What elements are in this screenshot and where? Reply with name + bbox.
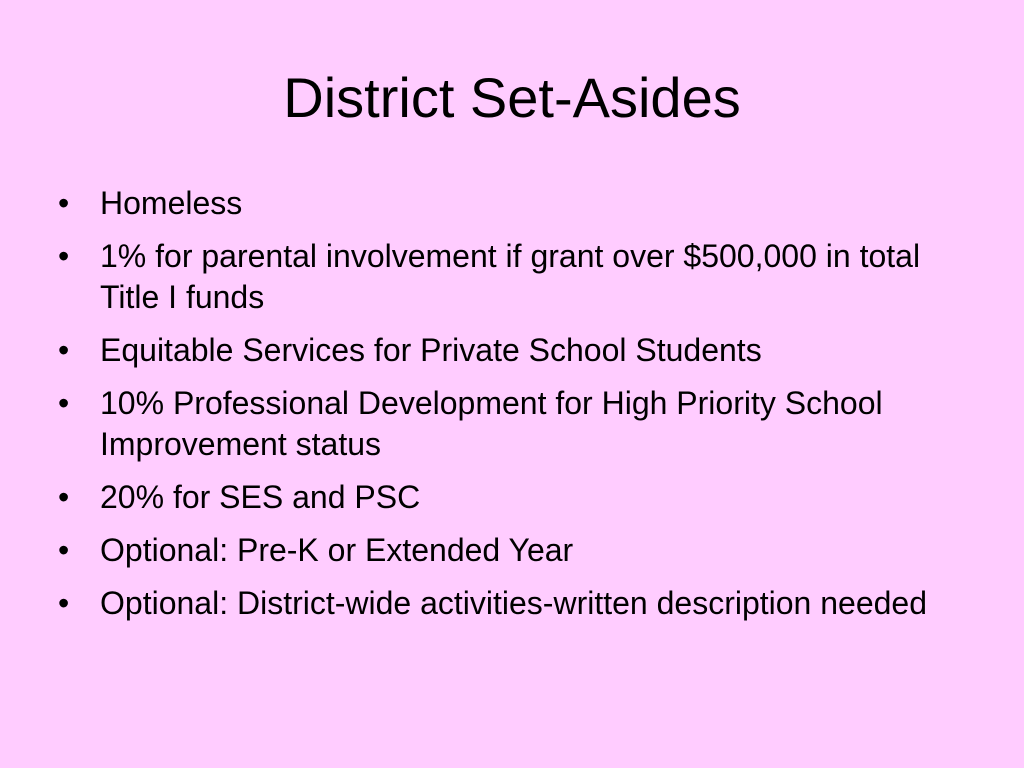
bullet-dot-icon: •	[58, 238, 70, 274]
bullet-dot-icon: •	[58, 185, 70, 221]
bullet-text: 1% for parental involvement if grant over $500,000 in total Title I funds	[100, 238, 921, 315]
bullet-item	[58, 583, 978, 624]
bullet-dot-icon: •	[58, 479, 70, 515]
bullet-dot-icon: •	[58, 585, 70, 621]
bullet-list	[58, 183, 978, 636]
bullet-item	[58, 330, 978, 371]
bullet-text: Optional: Pre-K or Extended Year	[100, 532, 574, 568]
bullet-text: Equitable Services for Private School Students	[100, 332, 762, 368]
bullet-item	[58, 477, 978, 518]
bullet-item	[58, 383, 978, 465]
bullet-dot-icon: •	[58, 332, 70, 368]
bullet-dot-icon: •	[58, 532, 70, 568]
bullet-item	[58, 236, 978, 318]
bullet-text: Optional: District-wide activities-written description needed	[100, 585, 928, 621]
bullet-dot-icon: •	[58, 385, 70, 421]
bullet-item	[58, 183, 978, 224]
bullet-item	[58, 530, 978, 571]
bullet-text: 20% for SES and PSC	[100, 479, 421, 515]
bullet-text: 10% Professional Development for High Priority School Improvement status	[100, 385, 883, 462]
bullet-text: Homeless	[100, 185, 243, 221]
slide-title: District Set-Asides	[283, 66, 741, 129]
